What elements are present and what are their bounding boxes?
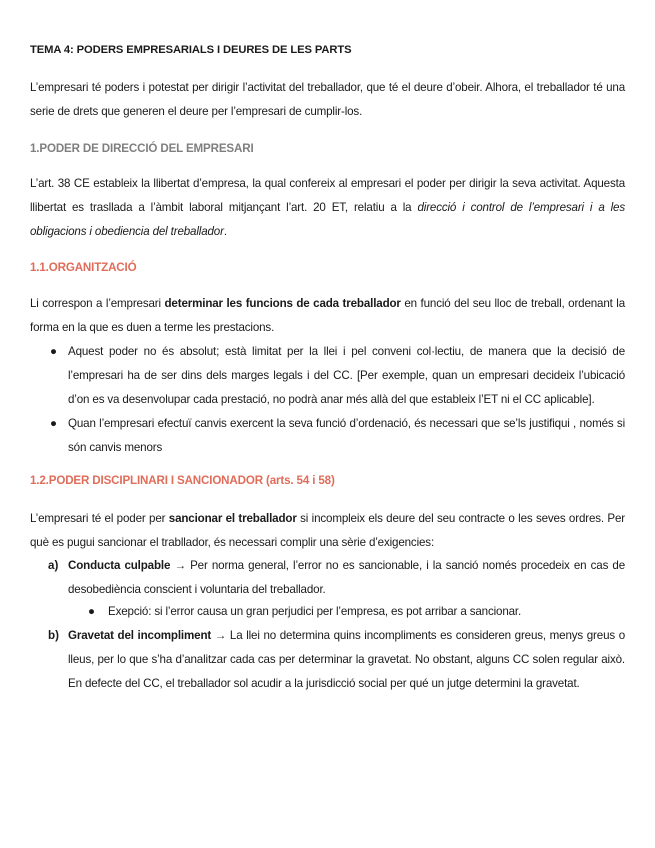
section-1-2-bold-text: sancionar el treballador bbox=[168, 512, 297, 525]
list-item-b bbox=[48, 624, 625, 696]
section-1-italic-text: direcció i control de l’empresari i a les obligacions i obediencia del treballador bbox=[30, 201, 625, 238]
bullet-text: Aquest poder no és absolut; està limitat per la llei i pel conveni col·lectiu, de manera que la decisió de l’empresari ha de ser dins dels marges legals i del CC. [Per exemple, quan un empresari decideix l’ubicació d’on es va desenvolupar cada prestació, no podrà anar més allà del que estableix l’ET ni el CC aplicable]. bbox=[68, 345, 625, 406]
document-title: TEMA 4: PODERS EMPRESARIALS I DEURES DE LES PARTS bbox=[30, 44, 352, 56]
list-item-a bbox=[48, 554, 625, 602]
bullet-icon: ● bbox=[50, 417, 58, 430]
section-1-1-heading: 1.1.ORGANITZACIÓ bbox=[30, 261, 137, 274]
bullet-icon: ● bbox=[88, 605, 96, 618]
section-1-2-paragraph bbox=[30, 507, 625, 555]
section-1-2-heading: 1.2.PODER DISCIPLINARI I SANCIONADOR (arts. 54 i 58) bbox=[30, 474, 335, 487]
section-1-1-paragraph bbox=[30, 292, 625, 340]
list-item-label: a) bbox=[48, 559, 59, 572]
section-1-text-start: L’art. 38 CE estableix la llibertat d’empresa, la qual confereix al empresari el poder per dirigir la seva activitat. Aquesta llibertat es trasllada a l’àmbit laboral mitjançant l’art. 20 ET, relatiu a la bbox=[30, 177, 625, 214]
list-item-bold: Gravetat del incompliment bbox=[68, 629, 212, 642]
section-1-1-bold-text: determinar les funcions de cada treballador bbox=[164, 297, 401, 310]
section-1-text-end: . bbox=[223, 225, 227, 238]
section-1-1-text-end: en funció del seu lloc de treball, ordenant la forma en la que es duen a terme les prestacions. bbox=[30, 297, 626, 334]
intro-paragraph: L’empresari té poders i potestat per dirigir l’activitat del treballador, que té el deure d’obeir. Alhora, el treballador té una serie de drets que generen el deure per l’empresari de cumplir-los. bbox=[30, 81, 625, 118]
list-item-body: → La llei no determina quins incompliments es consideren greus, menys greus o lleus, per lo que s’ha d’analitzar cada cas per determinar la gravetat. No obstant, alguns CC solen regular això. En defecte del CC, el treballador sol acudir a la jurisdicció social per qué un jutge determini la gravetat. bbox=[68, 629, 625, 690]
bullet-icon: ● bbox=[50, 345, 58, 358]
sub-bullet-text: Exepció: si l’error causa un gran perjudici per l’empresa, es pot arribar a sancionar. bbox=[108, 605, 522, 618]
section-1-1-text-start: Li correspon a l’empresari bbox=[30, 297, 165, 310]
section-1-paragraph bbox=[30, 172, 625, 244]
bullet-item bbox=[50, 412, 625, 460]
bullet-text: Quan l’empresari efectuï canvis exercent la seva funció d’ordenació, és necessari que se’ls justifiqui , només si són canvis menors bbox=[68, 417, 625, 454]
section-1-heading: 1.PODER DE DIRECCIÓ DEL EMPRESARI bbox=[30, 142, 254, 155]
sub-bullet-item bbox=[88, 600, 625, 624]
bullet-item bbox=[50, 340, 625, 412]
list-item-label: b) bbox=[48, 629, 59, 642]
section-1-2-text-end: si incompleix els deure del seu contracte o les seves ordres. Per què es pugui sancionar el trabllador, és necessari complir una sèrie d’exigencies: bbox=[30, 512, 625, 549]
list-item-text bbox=[68, 624, 625, 696]
list-item-body: → Per norma general, l’error no es sancionable, i la sanció només procedeix en cas de desobediència conscient i voluntaria del treballador. bbox=[68, 559, 625, 596]
section-1-2-text-start: L’empresari té el poder per bbox=[30, 512, 169, 525]
list-item-bold: Conducta culpable bbox=[68, 559, 171, 572]
list-item-text bbox=[68, 554, 625, 602]
